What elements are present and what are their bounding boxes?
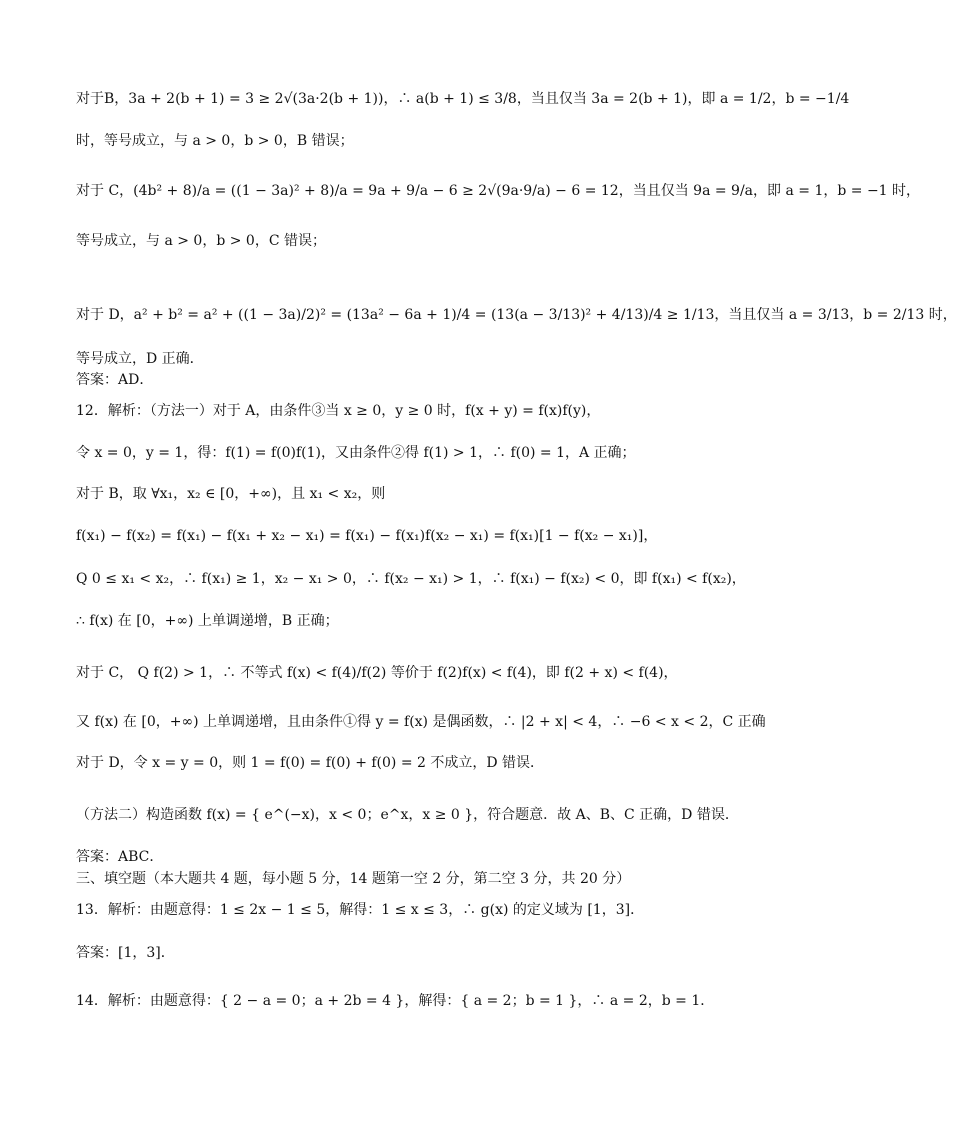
- answer-12: 答案：ABC．: [76, 849, 164, 865]
- line-14: 14．解析：由题意得：{ 2 − a = 0；a + 2b = 4 }，解得：{ a = 2；b = 1 }，∴ a = 2，b = 1．: [76, 993, 715, 1009]
- line-12-3: 对于 B，取 ∀x₁，x₂ ∈ [0，+∞)，且 x₁ < x₂，则: [76, 486, 386, 502]
- answer-11: 答案：AD．: [76, 372, 154, 388]
- line-2: 时，等号成立，与 a > 0，b > 0，B 错误；: [76, 133, 354, 149]
- line-1: 对于B，3a + 2(b + 1) = 3 ≥ 2√(3a·2(b + 1))，∴ a(b + 1) ≤ 3/8，当且仅当 3a = 2(b + 1)，即 a = 1/2，b = −1/4: [76, 91, 850, 107]
- line-4: 等号成立，与 a > 0，b > 0，C 错误；: [76, 233, 326, 249]
- line-12-10: （方法二）构造函数 f(x) = { e^(−x)，x < 0；e^x，x ≥ 0 }，符合题意．故 A、B、C 正确，D 错误．: [76, 807, 739, 823]
- line-12-6: ∴ f(x) 在 [0，+∞) 上单调递增，B 正确；: [76, 613, 339, 629]
- line-6: 等号成立，D 正确．: [76, 351, 204, 367]
- line-12-9: 对于 D，令 x = y = 0，则 1 = f(0) = f(0) + f(0) = 2 不成立，D 错误．: [76, 755, 545, 771]
- line-3: 对于 C，(4b² + 8)/a = ((1 − 3a)² + 8)/a = 9a + 9/a − 6 ≥ 2√(9a·9/a) − 6 = 12，当且仅当 9a = 9/a，即 a = 1，b = −1 时，: [76, 183, 921, 199]
- line-13: 13．解析：由题意得：1 ≤ 2x − 1 ≤ 5，解得：1 ≤ x ≤ 3，∴ g(x) 的定义域为 [1，3]．: [76, 902, 645, 918]
- answer-13: 答案：[1，3]．: [76, 945, 175, 961]
- line-12-4: f(x₁) − f(x₂) = f(x₁) − f(x₁ + x₂ − x₁) = f(x₁) − f(x₁)f(x₂ − x₁) = f(x₁)[1 − f(x₂ − x₁)]，: [76, 528, 658, 544]
- line-12-7: 对于 C， Q f(2) > 1，∴ 不等式 f(x) < f(4)/f(2) 等价于 f(2)f(x) < f(4)，即 f(2 + x) < f(4)，: [76, 665, 678, 681]
- section-heading: 三、填空题（本大题共 4 题，每小题 5 分，14 题第一空 2 分，第二空 3 分，共 20 分）: [76, 871, 631, 887]
- line-5: 对于 D，a² + b² = a² + ((1 − 3a)/2)² = (13a² − 6a + 1)/4 = (13(a − 3/13)² + 4/13)/4 ≥ 1/13，当且仅当 a = 3/13，b = 2/13 时，: [76, 307, 957, 323]
- line-12-8: 又 f(x) 在 [0，+∞) 上单调递增，且由条件①得 y = f(x) 是偶函数，∴ |2 + x| < 4，∴ −6 < x < 2，C 正确: [76, 714, 766, 730]
- line-12-2: 令 x = 0，y = 1，得：f(1) = f(0)f(1)，又由条件②得 f(1) > 1，∴ f(0) = 1，A 正确；: [76, 445, 636, 461]
- line-12-1: 12．解析：（方法一）对于 A，由条件③当 x ≥ 0，y ≥ 0 时，f(x + y) = f(x)f(y)，: [76, 403, 601, 419]
- line-12-5: Q 0 ≤ x₁ < x₂，∴ f(x₁) ≥ 1，x₂ − x₁ > 0，∴ f(x₂ − x₁) > 1，∴ f(x₁) − f(x₂) < 0，即 f(x₁) < f(x₂)，: [76, 571, 746, 587]
